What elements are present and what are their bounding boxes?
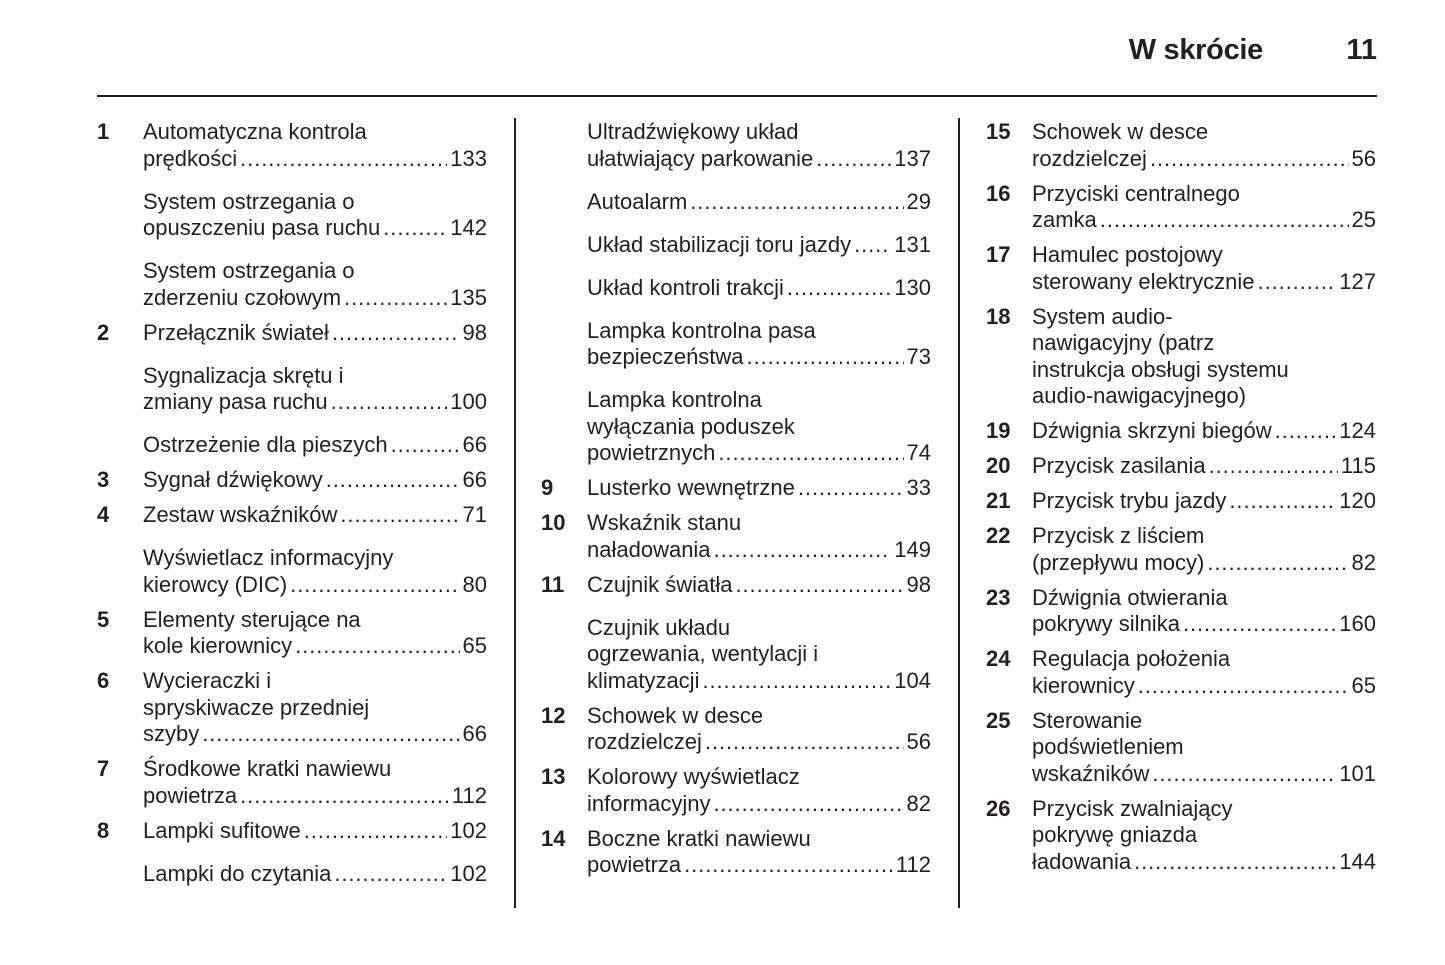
entry-text	[1032, 796, 1376, 876]
entry-label-line: wskaźników	[1032, 760, 1150, 786]
page-reference[interactable]: 142	[450, 215, 487, 240]
entry-number: 3	[97, 467, 110, 492]
dot-leader	[1150, 146, 1349, 173]
entry-label-line: System ostrzegania o	[143, 188, 355, 214]
page-title: W skrócie	[1128, 34, 1263, 66]
entry-text	[1032, 708, 1376, 788]
dot-leader	[1209, 453, 1338, 480]
entry-number: 5	[97, 606, 110, 632]
index-entry	[541, 615, 931, 695]
entry-label-line: zmiany pasa ruchu	[143, 389, 328, 414]
entry-number: 4	[97, 502, 110, 527]
entry-number: 7	[97, 756, 110, 781]
dot-leader	[332, 320, 460, 347]
entry-text	[1032, 181, 1376, 234]
index-entry	[541, 764, 931, 817]
index-column-3	[986, 119, 1376, 884]
dot-leader	[340, 502, 459, 529]
dot-leader	[1152, 761, 1336, 788]
index-entry	[97, 189, 487, 242]
entry-number: 22	[986, 523, 1011, 548]
index-entry	[97, 668, 487, 748]
entry-label-line: Przycisk z liściem	[1032, 523, 1205, 548]
dot-leader	[391, 432, 460, 459]
entry-label-line: Układ stabilizacji toru jazdy	[587, 231, 852, 257]
entry-label-line: Przycisk zwalniający	[1032, 795, 1233, 821]
entry-label-line: rozdzielczej	[587, 729, 702, 754]
entry-label-line: audio-nawigacyjnego)	[1032, 383, 1247, 408]
entry-text	[1032, 418, 1376, 445]
entry-text	[587, 764, 931, 817]
index-entry	[541, 572, 931, 599]
entry-text	[143, 756, 487, 809]
index-entry	[97, 756, 487, 809]
dot-leader	[747, 344, 904, 371]
entry-label-line: (przepływu mocy)	[1032, 549, 1205, 575]
page-reference[interactable]: 56	[1351, 145, 1376, 171]
entry-text	[143, 119, 487, 172]
entry-label-line: Wyświetlacz informacyjny	[143, 545, 394, 570]
entry-label-line: Środkowe kratki nawiewu	[143, 756, 392, 781]
dot-leader	[854, 232, 891, 259]
entry-label-line: Dźwignia skrzyni biegów	[1032, 418, 1272, 443]
entry-label-line: Boczne kratki nawiewu	[587, 825, 811, 851]
header-rule	[97, 95, 1377, 97]
entry-number: 19	[986, 418, 1011, 443]
entry-label-line: ogrzewania, wentylacji i	[587, 641, 819, 666]
entry-label-line: prędkości	[143, 145, 238, 171]
page-reference[interactable]: 120	[1339, 488, 1376, 513]
entry-text	[1032, 523, 1376, 576]
entry-label-line: powietrza	[143, 782, 238, 808]
index-entry	[97, 320, 487, 347]
entry-text	[587, 119, 931, 172]
dot-leader	[798, 475, 904, 502]
entry-label-line: Sterowanie	[1032, 707, 1143, 733]
dot-leader	[344, 285, 447, 312]
dot-leader	[684, 852, 893, 879]
entry-label-line: kierownicy	[1032, 672, 1135, 698]
entry-text	[587, 510, 931, 563]
page-reference[interactable]: 115	[1340, 453, 1376, 478]
entry-label-line: Lampki do czytania	[143, 860, 332, 886]
page-reference[interactable]: 25	[1351, 207, 1376, 232]
index-entry	[541, 318, 931, 371]
entry-label-line: powietrza	[587, 852, 682, 877]
entry-label-line: pokrywy silnika	[1032, 611, 1180, 636]
index-entry	[541, 510, 931, 563]
entry-text	[143, 467, 487, 494]
entry-text	[1032, 646, 1376, 699]
entry-label-line: sterowany elektrycznie	[1032, 268, 1255, 294]
page-reference[interactable]: 66	[462, 432, 487, 457]
dot-leader	[1258, 269, 1337, 296]
entry-label-line: Sygnalizacja skrętu i	[143, 362, 344, 388]
dot-leader	[1275, 418, 1337, 445]
entry-number: 8	[97, 817, 110, 843]
entry-label-line: Lusterko wewnętrzne	[587, 475, 795, 500]
index-column-1	[97, 119, 487, 896]
page-reference[interactable]: 33	[906, 475, 931, 500]
entry-label-line: nawigacyjny (patrz	[1032, 330, 1215, 355]
page-reference[interactable]: 127	[1339, 268, 1376, 294]
dot-leader	[705, 729, 904, 756]
entry-number: 23	[986, 584, 1011, 610]
entry-number: 2	[97, 319, 110, 345]
entry-label-line: zamka	[1032, 207, 1097, 232]
entry-label-line: kierowcy (DIC)	[143, 571, 288, 597]
entry-label-line: Czujnik układu	[587, 614, 731, 640]
page-reference[interactable]: 100	[450, 389, 487, 414]
entry-label-line: Lampka kontrolna pasa	[587, 317, 816, 343]
page-reference[interactable]: 65	[1351, 672, 1376, 698]
entry-label-line: zderzeniu czołowym	[143, 284, 342, 310]
entry-text	[1032, 242, 1376, 295]
entry-text	[143, 668, 487, 748]
entry-text	[1032, 453, 1376, 480]
index-entry	[97, 818, 487, 845]
page-number: 11	[1346, 34, 1377, 66]
entry-text	[587, 703, 931, 756]
entry-text	[143, 502, 487, 529]
entry-label-line: System ostrzegania o	[143, 258, 355, 283]
entry-text	[587, 275, 931, 302]
dot-leader	[787, 275, 891, 302]
entry-label-line: wyłączania poduszek	[587, 413, 795, 439]
page-reference[interactable]: 73	[906, 344, 931, 369]
dot-leader	[1100, 207, 1349, 234]
dot-leader	[1229, 488, 1336, 515]
entry-label-line: pokrywę gniazda	[1032, 822, 1198, 847]
index-entry	[97, 607, 487, 660]
entry-label-line: rozdzielczej	[1032, 145, 1147, 171]
entry-text	[143, 258, 487, 311]
dot-leader	[290, 572, 459, 599]
dot-leader	[383, 215, 447, 242]
index-entry	[986, 488, 1376, 515]
index-entry	[986, 181, 1376, 234]
entry-number: 6	[97, 668, 110, 693]
entry-number: 9	[541, 475, 554, 500]
entry-label-line: Przycisk zasilania	[1032, 453, 1206, 478]
entry-text	[143, 861, 487, 888]
index-entry	[541, 703, 931, 756]
index-entry	[986, 585, 1376, 638]
entry-number: 1	[97, 119, 110, 144]
entry-text	[587, 232, 931, 259]
dot-leader	[240, 783, 449, 810]
entry-number: 13	[541, 764, 566, 789]
page-reference[interactable]: 102	[450, 860, 487, 886]
entry-label-line: klimatyzacji	[587, 667, 700, 693]
dot-leader	[331, 389, 448, 416]
dot-leader	[714, 537, 892, 564]
entry-label-line: informacyjny	[587, 790, 711, 816]
entry-text	[587, 318, 931, 371]
page-reference[interactable]: 74	[906, 440, 931, 465]
entry-label-line: Zestaw wskaźników	[143, 502, 338, 527]
index-entry	[986, 453, 1376, 480]
entry-number: 18	[986, 303, 1011, 329]
dot-leader	[736, 572, 904, 599]
entry-text	[1032, 304, 1376, 410]
entry-number: 11	[541, 571, 565, 597]
page-reference[interactable]: 29	[906, 188, 931, 214]
dot-leader	[202, 721, 459, 748]
page-reference[interactable]: 80	[462, 571, 487, 597]
page-reference[interactable]: 160	[1339, 611, 1376, 636]
page-reference[interactable]: 71	[462, 502, 487, 527]
entry-text	[587, 189, 931, 216]
entry-text	[1032, 488, 1376, 515]
dot-leader	[1183, 611, 1336, 638]
index-entry	[97, 467, 487, 494]
entry-text	[587, 475, 931, 502]
page-reference[interactable]: 98	[906, 571, 931, 597]
entry-number: 17	[986, 242, 1011, 267]
index-entry	[97, 119, 487, 172]
index-entry	[986, 708, 1376, 788]
entry-label-line: powietrznych	[587, 440, 716, 465]
entry-label-line: Przyciski centralnego	[1032, 180, 1240, 206]
entry-label-line: Hamulec postojowy	[1032, 242, 1223, 267]
page-reference[interactable]: 137	[894, 145, 931, 171]
dot-leader	[713, 791, 903, 818]
index-entry	[97, 545, 487, 598]
entry-text	[587, 826, 931, 879]
entry-label-line: naładowania	[587, 536, 711, 562]
index-entry	[986, 796, 1376, 876]
page-reference[interactable]: 102	[450, 817, 487, 843]
column-divider	[514, 118, 516, 908]
entry-number: 10	[541, 510, 566, 535]
dot-leader	[334, 861, 447, 888]
index-column-2	[541, 119, 931, 887]
entry-label-line: opuszczeniu pasa ruchu	[143, 215, 381, 240]
entry-text	[143, 432, 487, 459]
page-reference[interactable]: 149	[894, 536, 931, 562]
index-entry	[541, 387, 931, 467]
index-entry	[986, 418, 1376, 445]
entry-text	[143, 320, 487, 347]
entry-text	[1032, 585, 1376, 638]
dot-leader	[240, 146, 447, 173]
entry-text	[143, 363, 487, 416]
entry-label-line: Dźwignia otwierania	[1032, 584, 1228, 610]
index-entry	[541, 826, 931, 879]
entry-number: 15	[986, 119, 1011, 144]
page-reference[interactable]: 112	[895, 852, 931, 877]
entry-text	[143, 189, 487, 242]
index-entry	[541, 275, 931, 302]
dot-leader	[702, 668, 891, 695]
entry-number: 21	[986, 488, 1011, 513]
entry-number: 14	[541, 825, 566, 851]
dot-leader	[816, 146, 891, 173]
index-entry	[97, 258, 487, 311]
entry-text	[587, 572, 931, 599]
index-entry	[97, 861, 487, 888]
dot-leader	[718, 440, 903, 467]
entry-label-line: bezpieczeństwa	[587, 344, 744, 369]
entry-label-line: spryskiwacze przedniej	[143, 694, 370, 720]
entry-label-line: kole kierownicy	[143, 633, 293, 658]
entry-label-line: Lampki sufitowe	[143, 817, 301, 843]
index-entry	[97, 363, 487, 416]
entry-text	[143, 818, 487, 845]
page-reference[interactable]: 104	[894, 667, 931, 693]
page-reference[interactable]: 130	[894, 274, 931, 300]
entry-label-line: ułatwiający parkowanie	[587, 145, 814, 171]
page-reference[interactable]: 124	[1339, 418, 1376, 443]
entry-label-line: Układ kontroli trakcji	[587, 274, 784, 300]
entry-text	[587, 387, 931, 467]
entry-label-line: Lampka kontrolna	[587, 387, 762, 412]
dot-leader	[1134, 849, 1336, 876]
entry-label-line: Wycieraczki i	[143, 668, 272, 693]
index-entry	[541, 119, 931, 172]
entry-label-line: Ostrzeżenie dla pieszych	[143, 432, 388, 457]
index-entry	[986, 242, 1376, 295]
dot-leader	[690, 189, 903, 216]
entry-label-line: podświetleniem	[1032, 734, 1184, 759]
entry-number: 16	[986, 180, 1011, 206]
page-reference[interactable]: 65	[462, 633, 487, 658]
entry-label-line: Schowek w desce	[1032, 119, 1209, 144]
entry-label-line: System audio-	[1032, 303, 1173, 329]
entry-label-line: szyby	[143, 721, 200, 746]
index-entry	[986, 523, 1376, 576]
entry-number: 20	[986, 453, 1011, 478]
entry-label-line: Czujnik światła	[587, 571, 733, 597]
page-reference[interactable]: 66	[462, 721, 487, 746]
entry-label-line: Ultradźwiękowy układ	[587, 119, 799, 144]
index-entry	[986, 304, 1376, 410]
entry-text	[143, 545, 487, 598]
entry-label-line: Autoalarm	[587, 188, 688, 214]
dot-leader	[1138, 673, 1349, 700]
entry-number: 12	[541, 702, 566, 728]
entry-label-line: Automatyczna kontrola	[143, 119, 367, 144]
page-reference[interactable]: 144	[1339, 848, 1376, 874]
dot-leader	[1207, 550, 1348, 577]
entry-label-line: Sygnał dźwiękowy	[143, 467, 323, 492]
entry-text	[1032, 119, 1376, 172]
entry-label-line: Przełącznik świateł	[143, 319, 329, 345]
index-entry	[541, 232, 931, 259]
page-reference[interactable]: 82	[906, 790, 931, 816]
entry-label-line: Przycisk trybu jazdy	[1032, 488, 1227, 513]
page-reference[interactable]: 82	[1351, 549, 1376, 575]
page-reference[interactable]: 101	[1339, 760, 1376, 786]
index-entry	[541, 189, 931, 216]
dot-leader	[304, 818, 448, 845]
entry-number: 24	[986, 646, 1011, 671]
page-reference[interactable]: 56	[906, 729, 931, 754]
entry-text	[587, 615, 931, 695]
column-divider	[958, 118, 960, 908]
dot-leader	[295, 633, 459, 660]
dot-leader	[326, 467, 460, 494]
entry-text	[143, 607, 487, 660]
page-reference[interactable]: 131	[894, 231, 931, 257]
index-entry	[97, 432, 487, 459]
index-entry	[541, 475, 931, 502]
entry-label-line: Elementy sterujące na	[143, 606, 361, 632]
index-entry	[97, 502, 487, 529]
page-reference[interactable]: 133	[450, 145, 487, 171]
entry-label-line: Schowek w desce	[587, 702, 764, 728]
page-reference[interactable]: 66	[462, 467, 487, 492]
entry-label-line: Wskaźnik stanu	[587, 510, 742, 535]
page-reference[interactable]: 135	[450, 284, 487, 310]
entry-number: 25	[986, 707, 1011, 733]
page-reference[interactable]: 112	[451, 782, 487, 808]
entry-label-line: Kolorowy wyświetlacz	[587, 764, 800, 789]
entry-number: 26	[986, 795, 1011, 821]
page-reference[interactable]: 98	[462, 319, 487, 345]
entry-label-line: ładowania	[1032, 848, 1132, 874]
index-entry	[986, 646, 1376, 699]
entry-label-line: instrukcja obsługi systemu	[1032, 356, 1289, 382]
entry-label-line: Regulacja położenia	[1032, 646, 1231, 671]
index-entry	[986, 119, 1376, 172]
